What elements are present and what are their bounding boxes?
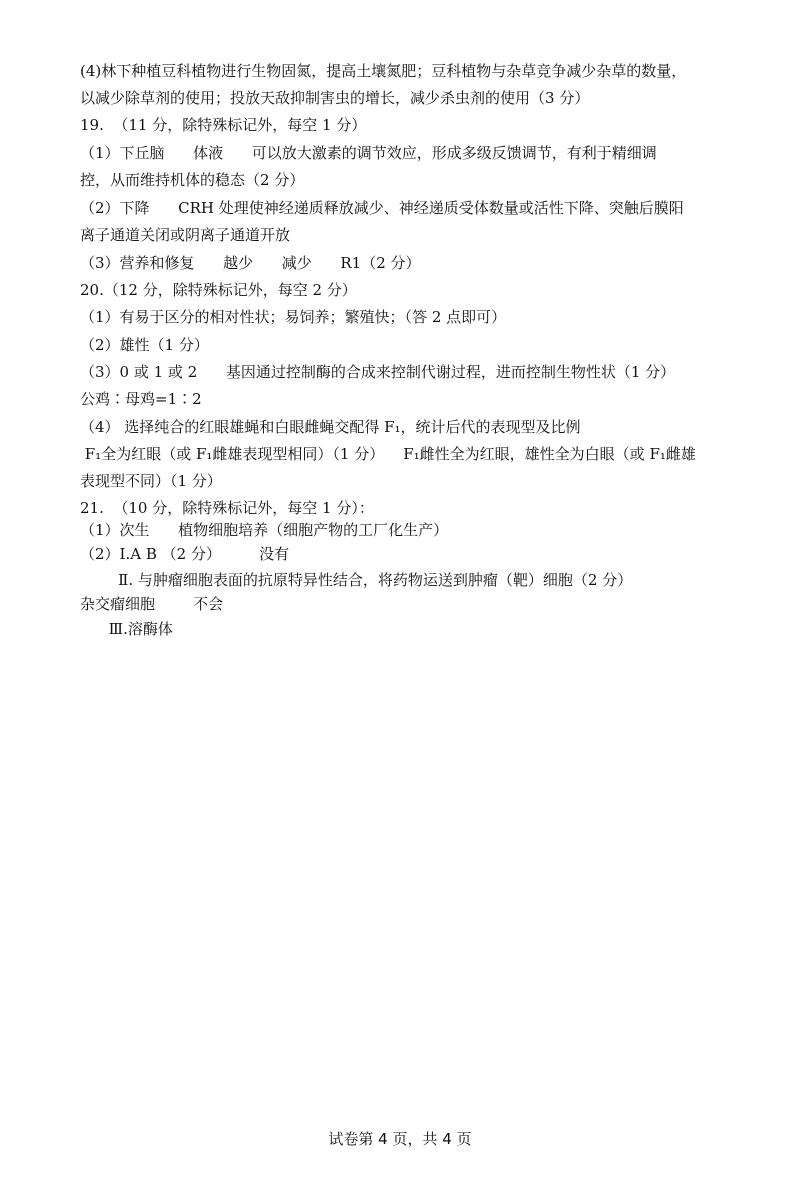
question-header: 19. （11 分，除特殊标记外，每空 1 分）: [80, 116, 367, 134]
text-line: （4） 选择纯合的红眼雄蝇和白眼雌蝇交配得 F₁，统计后代的表现型及比例: [80, 418, 581, 436]
text-line: 离子通道关闭或阴离子通道开放: [80, 226, 291, 244]
text-line: F₁全为红眼（或 F₁雌雄表现型相同）（1 分） F₁雌性全为红眼，雄性全为白眼（或 F₁雌雄: [80, 445, 696, 463]
text-line: （2）雄性（1 分）: [80, 336, 209, 354]
text-line: （2）Ⅰ.A B （2 分） 没有: [80, 545, 290, 563]
page-footer: 试卷第 4 页，共 4 页: [328, 1130, 472, 1148]
text-line: （3）0 或 1 或 2 基因通过控制酶的合成来控制代谢过程，进而控制生物性状（1 分）: [80, 363, 676, 381]
text-line: （1）有易于区分的相对性状；易饲养；繁殖快；（答 2 点即可）: [80, 308, 507, 326]
text-line: 表现型不同）（1 分）: [80, 472, 222, 490]
text-line: 控，从而维持机体的稳态（2 分）: [80, 171, 305, 189]
text-line: 杂交瘤细胞 不会: [80, 595, 224, 613]
text-line: （1）次生 植物细胞培养（细胞产物的工厂化生产）: [80, 521, 449, 539]
text-line: （3）营养和修复 越少 减少 R1（2 分）: [80, 254, 421, 272]
question-header: 20.（12 分，除特殊标记外，每空 2 分）: [80, 281, 357, 299]
text-line: (4)林下种植豆科植物进行生物固氮，提高土壤氮肥；豆科植物与杂草竞争减少杂草的数量，: [80, 62, 687, 80]
question-header: 21. （10 分，除特殊标记外，每空 1 分）：: [80, 499, 374, 517]
text-line: （1）下丘脑 体液 可以放大激素的调节效应，形成多级反馈调节，有利于精细调: [80, 144, 657, 162]
text-line: 公鸡∶母鸡=1∶2: [80, 390, 202, 408]
text-line: Ⅱ. 与肿瘤细胞表面的抗原特异性结合，将药物运送到肿瘤（靶）细胞（2 分）: [80, 571, 633, 589]
text-line: （2）下降 CRH 处理使神经递质释放减少、神经递质受体数量或活性下降、突触后膜阳: [80, 199, 684, 217]
text-line: 以减少除草剂的使用；投放天敌抑制害虫的增长，减少杀虫剂的使用（3 分）: [80, 89, 590, 107]
text-line: Ⅲ.溶酶体: [80, 620, 173, 638]
